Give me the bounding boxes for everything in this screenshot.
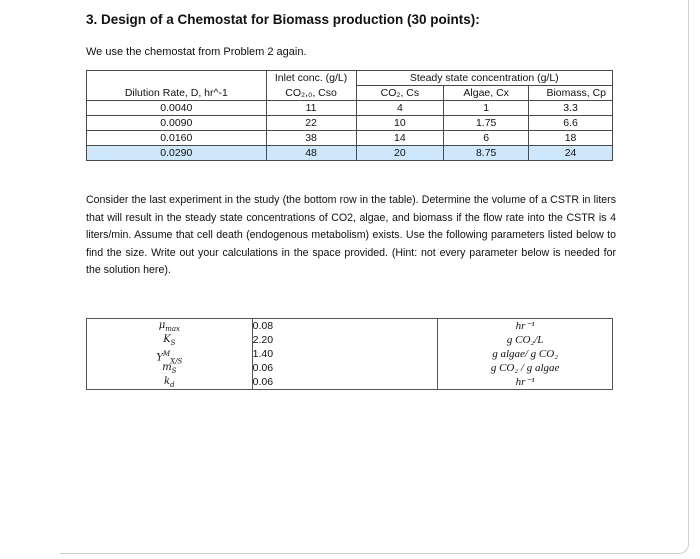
table-row: [87, 131, 613, 146]
parameter-symbol-sub: max: [165, 325, 180, 333]
cell-dilution: 0.0090: [87, 116, 267, 131]
cell-dilution: 0.0040: [87, 101, 267, 116]
parameter-table: [86, 318, 613, 390]
parameter-unit: g CO₂ / g algae: [490, 362, 560, 374]
cell-cs: 14: [356, 131, 444, 146]
cell-cx: 6: [444, 131, 529, 146]
header-inlet-line2: CO₂,₀, Cso: [266, 86, 356, 101]
cell-cp: 24: [529, 146, 613, 161]
problem-title: 3. Design of a Chemostat for Biomass production (30 points):: [86, 12, 480, 27]
cell-cp: 18: [529, 131, 613, 146]
parameter-symbol-sub: d: [170, 381, 175, 389]
cell-cx: 8.75: [444, 146, 529, 161]
parameter-symbol: [87, 375, 252, 389]
header-steady-state: Steady state concentration (g/L): [356, 71, 612, 86]
parameter-symbol: [87, 347, 252, 366]
header-cx: Algae, Cx: [444, 86, 529, 101]
parameter-unit: g CO₂/L: [506, 334, 544, 346]
parameter-symbols: [87, 319, 253, 390]
parameter-values: [252, 319, 438, 390]
table-row-highlighted: [87, 146, 613, 161]
cell-inlet: 38: [266, 131, 356, 146]
problem-intro: We use the chemostat from Problem 2 again.: [86, 46, 307, 58]
parameter-unit: hr⁻¹: [515, 320, 535, 332]
parameter-symbol-base: m: [162, 362, 172, 373]
cell-inlet: 22: [266, 116, 356, 131]
parameter-symbol: [87, 319, 252, 333]
cell-cx: 1.75: [444, 116, 529, 131]
parameter-symbol-sub: S: [170, 339, 176, 347]
parameter-value: 0.06: [252, 376, 274, 388]
header-cs: CO₂, Cs: [356, 86, 444, 101]
parameter-unit: hr⁻¹: [515, 376, 535, 388]
cell-cp: 6.6: [529, 116, 613, 131]
cell-inlet: 48: [266, 146, 356, 161]
chemostat-data-table: [86, 70, 613, 161]
parameter-units: [438, 319, 613, 390]
cell-cs: 10: [356, 116, 444, 131]
parameter-unit: g algae/ g CO₂: [492, 348, 559, 360]
parameter-symbol: [87, 361, 252, 375]
parameter-value: 0.06: [252, 362, 274, 374]
cell-inlet: 11: [266, 101, 356, 116]
parameter-value: 1.40: [252, 348, 274, 360]
problem-paragraph: Consider the last experiment in the study (the bottom row in the table). Determine the volume of a CSTR in liters that will result in the steady state concentrations of CO2, algae, and biomass if the flow rate into the CSTR is 4 liters/min. Assume that cell death (endogenous metabolism) exists. Use the following parameters listed below to find the size. Write out your calculations in the space provided. (Hint: not every parameter below is needed for the solution here).: [86, 194, 616, 276]
table-row: [87, 101, 613, 116]
table-row: [87, 116, 613, 131]
parameter-symbol-base: k: [164, 376, 171, 387]
header-cp: Biomass, Cp: [529, 86, 613, 101]
header-dilution-spacer: [87, 71, 267, 86]
cell-dilution: 0.0160: [87, 131, 267, 146]
cell-dilution: 0.0290: [87, 146, 267, 161]
header-dilution-rate: Dilution Rate, D, hr^-1: [87, 86, 267, 101]
parameter-symbol: [87, 333, 252, 347]
parameter-symbol-sub: S: [171, 367, 177, 375]
parameter-value: 2.20: [252, 334, 274, 346]
parameter-symbol-base: Y: [156, 352, 163, 364]
cell-cs: 4: [356, 101, 444, 116]
parameter-symbol-sup: M: [162, 350, 171, 358]
cell-cp: 3.3: [529, 101, 613, 116]
cell-cs: 20: [356, 146, 444, 161]
header-inlet-line1: Inlet conc. (g/L): [266, 71, 356, 86]
parameter-symbol-base: μ: [158, 320, 166, 331]
cell-cx: 1: [444, 101, 529, 116]
parameter-symbol-base: K: [163, 334, 171, 345]
parameter-value: 0.08: [252, 320, 274, 332]
parameter-symbol-sub: X/S: [170, 357, 183, 366]
